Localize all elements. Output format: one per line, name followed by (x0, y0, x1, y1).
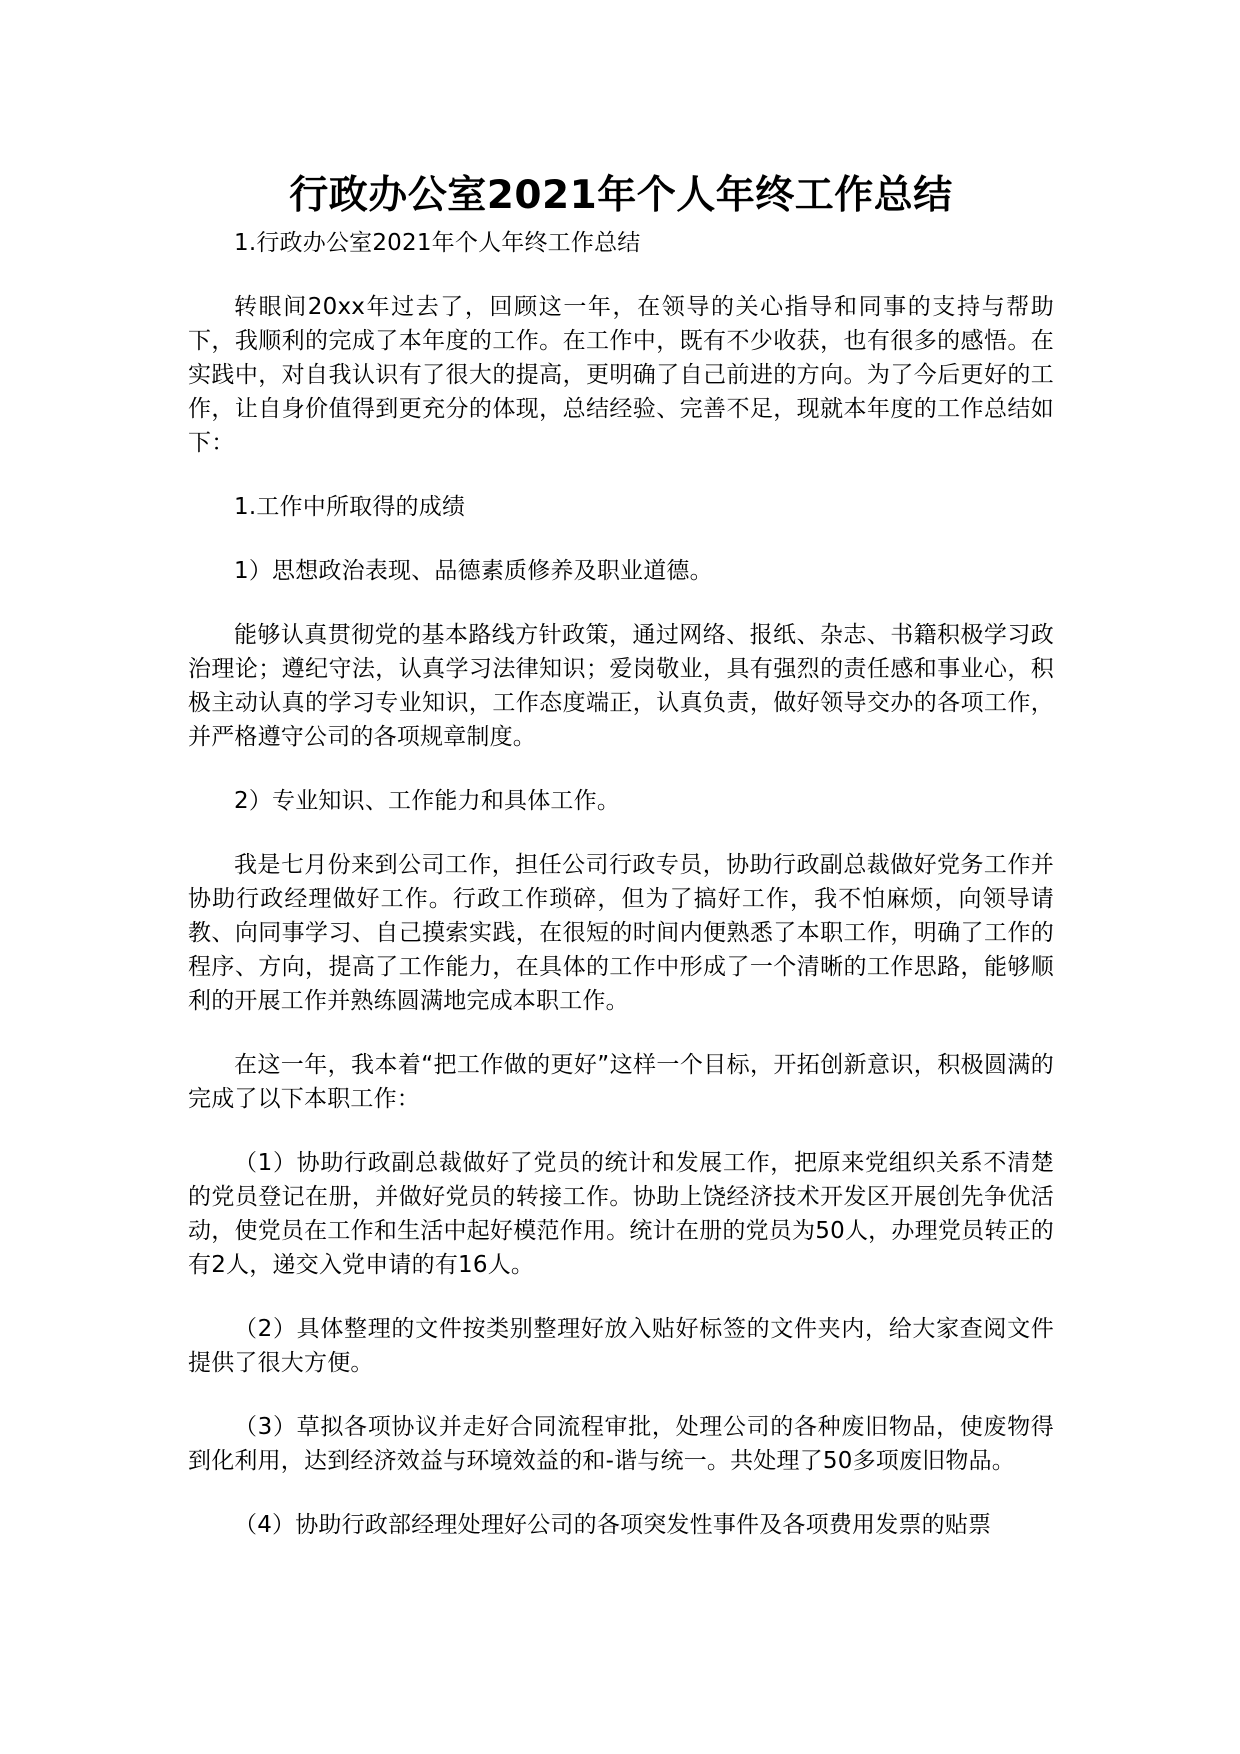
subheading-political-performance: 1）思想政治表现、品德素质修养及职业道德。 (234, 558, 713, 584)
list-item-4: （4）协助行政部经理处理好公司的各项突发性事件及各项费用发票的贴票 (234, 1512, 992, 1538)
list-item-1: （1）协助行政副总裁做好了党员的统计和发展工作，把原来党组织关系不清楚的党员登记在册，并做好党员的转接工作。协助上饶经济技术开发区开展创先争优活动，使党员在工作和生活中起好模范作用。统计在册的党员为50人，办理党员转正的有2人，递交入党申请的有16人。 (188, 1150, 1054, 1278)
paragraph-subtitle: 1.行政办公室2021年个人年终工作总结 (234, 230, 641, 256)
subheading-professional-work: 2）专业知识、工作能力和具体工作。 (234, 788, 621, 814)
document-page (188, 168, 1054, 1542)
paragraph-intro: 转眼间20xx年过去了，回顾这一年，在领导的关心指导和同事的支持与帮助下，我顺利的完成了本年度的工作。在工作中，既有不少收获，也有很多的感悟。在实践中，对自我认识有了很大的提高，更明确了自己前进的方向。为了今后更好的工作，让自身价值得到更充分的体现，总结经验、完善不足，现就本年度的工作总结如下： (188, 294, 1054, 456)
section-heading-achievements: 1.工作中所取得的成绩 (234, 494, 466, 520)
paragraph-year-goal: 在这一年，我本着“把工作做的更好”这样一个目标，开拓创新意识，积极圆满的完成了以下本职工作： (188, 1052, 1054, 1112)
paragraph-political-performance: 能够认真贯彻党的基本路线方针政策，通过网络、报纸、杂志、书籍积极学习政治理论；遵纪守法，认真学习法律知识；爱岗敬业，具有强烈的责任感和事业心，积极主动认真的学习专业知识，工作态度端正，认真负责，做好领导交办的各项工作，并严格遵守公司的各项规章制度。 (188, 622, 1054, 750)
paragraph-professional-work: 我是七月份来到公司工作，担任公司行政专员，协助行政副总裁做好党务工作并协助行政经理做好工作。行政工作琐碎，但为了搞好工作，我不怕麻烦，向领导请教、向同事学习、自己摸索实践，在很短的时间内便熟悉了本职工作，明确了工作的程序、方向，提高了工作能力，在具体的工作中形成了一个清晰的工作思路，能够顺利的开展工作并熟练圆满地完成本职工作。 (188, 852, 1054, 1014)
list-item-2: （2）具体整理的文件按类别整理好放入贴好标签的文件夹内，给大家查阅文件提供了很大方便。 (188, 1316, 1054, 1376)
document-title: 行政办公室2021年个人年终工作总结 (289, 173, 953, 218)
list-item-3: （3）草拟各项协议并走好合同流程审批，处理公司的各种废旧物品，使废物得到化利用，达到经济效益与环境效益的和-谐与统一。共处理了50多项废旧物品。 (188, 1414, 1054, 1474)
